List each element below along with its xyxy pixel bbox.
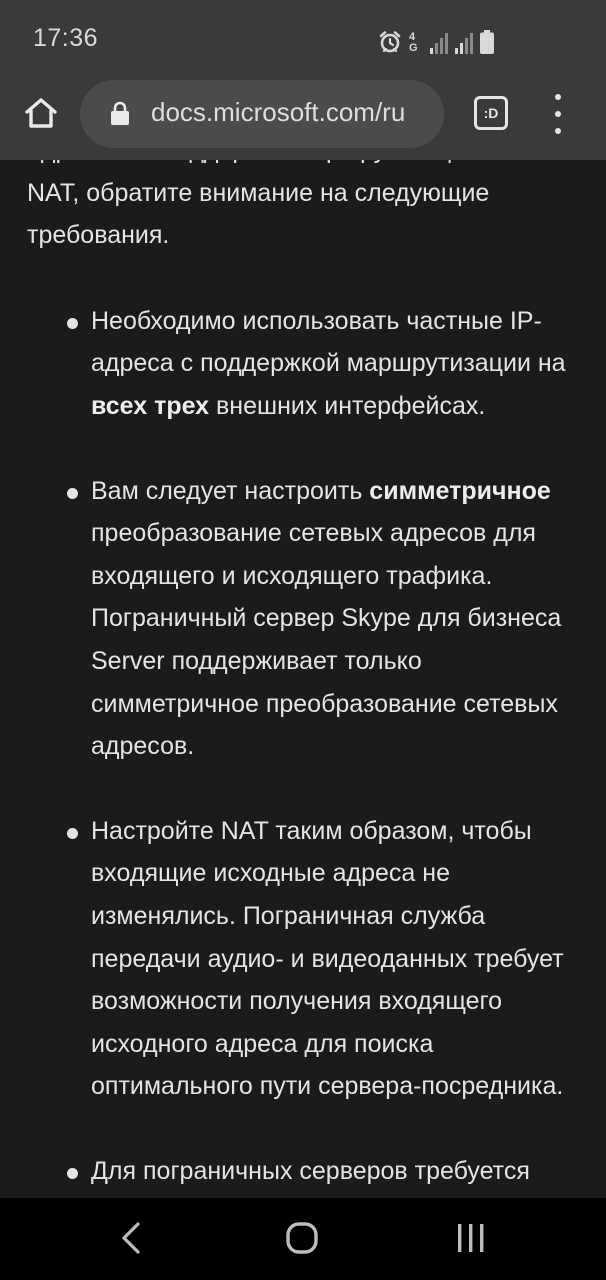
tabs-icon-label: :D [483,105,499,121]
list-item: Необходимо использовать частные IP-адреса с поддержкой маршрутизации на всех трех внешних интерфейсах. [0,300,606,428]
status-time: 17:36 [33,24,99,52]
home-button[interactable] [20,94,62,136]
system-navigation-bar [0,1198,606,1280]
list-item: Для пограничных серверов требуется [0,1150,606,1193]
emphasis-text: симметричное [369,476,551,505]
bullet-dot [67,318,78,329]
signal-icon [455,32,473,54]
list-item: Вам следует настроить симметричное преобразование сетевых адресов для входящего и исходящего трафика. Пограничный сервер Skype для бизнеса Server поддерживает только симметричное преобразование сетевых адресов. [0,470,606,768]
home-circle-icon[interactable] [284,1220,320,1261]
url-text[interactable]: docs.microsoft.com/ru [151,97,406,127]
page-content [0,80,606,1200]
emphasis-text: всех трех [91,391,210,420]
network-type-label: 4G [409,31,418,54]
alarm-icon [378,30,402,54]
bullet-dot [67,488,78,499]
intro-paragraph: NAT, обратите внимание на следующие требования. [27,178,490,250]
status-icons [378,26,494,54]
recent-apps-icon[interactable] [455,1222,487,1259]
bullet-dot [67,828,78,839]
home-icon [24,97,58,134]
signal-icon [430,32,448,54]
article-body [0,129,606,1192]
tabs-button[interactable] [474,96,508,130]
back-icon[interactable] [118,1220,144,1261]
lock-icon[interactable] [110,101,130,130]
more-vert-icon[interactable] [546,94,570,134]
bullet-dot [67,1168,78,1179]
requirements-list [0,300,606,1193]
list-item: Настройте NAT таким образом, чтобы входящие исходные адреса не изменялись. Пограничная служба передачи аудио- и видеоданных требует возможности получения входящего исходного адреса для поиска оптимального пути сервера-посредника. [0,810,606,1108]
address-bar[interactable] [80,80,444,148]
browser-toolbar [0,80,606,160]
battery-icon [480,30,494,54]
status-bar [0,0,606,80]
